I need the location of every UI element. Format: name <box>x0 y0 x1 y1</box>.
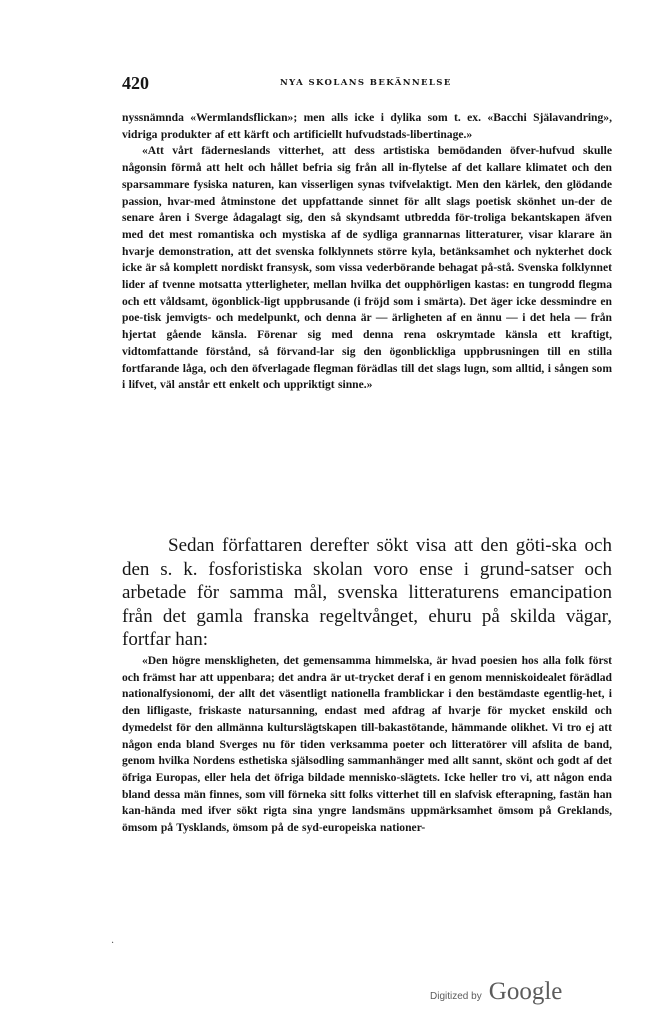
quote-paragraph: «Den högre menskligheten, det gemensamma himmelska, är hvad poesien hos alla folk först och främst har att uppenbara; det andra är ut-trycket deraf i en genom menniskoidealet förädlad nationalfysionomi, der allt det väsentligt nationella framblickar i den bestämdaste egentlig-het, i den lifligaste, friskaste natursanning, endast med afdrag af hvarje för mycket enskild och dymedelst för den allmänna kulturslägtskapen till-bakastötande, hämmande olikhet. Vi tro ej att någon enda bland Sverges nu för tiden verksamma poeter och litteratörer vill afslita de band, genom hvilka Nordens esthetiska själsodling sammanhänger med allt sannt, skönt och godt af det öfriga Europas, eller hela det öfriga bildade mennisko-slägtets. Icke heller tro vi, att någon enda bland dessa män finnes, som vill förneka sitt folks vitterhet till en slafvisk efterapning, fastän han kan-hända med ifver sökt rigta sina yngre landsmäns uppmärksamhet ömsom på Greklands, ömsom på Tysklands, ömsom på de syd-europeiska nationer- <box>122 654 612 835</box>
page-header <box>122 72 612 94</box>
body-text <box>122 534 612 652</box>
page-number: 420 <box>122 73 149 93</box>
google-watermark <box>430 978 562 1008</box>
quotation-block-2 <box>122 653 612 837</box>
google-logo: Google <box>488 978 563 1005</box>
scan-mark: · <box>111 938 115 949</box>
watermark-prefix: Digitized by <box>430 991 482 1002</box>
quote-paragraph: «Att vårt fäderneslands vitterhet, att dess artistiska bemödanden öfver-hufvud skulle någonsin förmå att helt och hållet befria sig från all in-flytelse af det kallare klimatet och den sparsammare fysiska naturen, kan visserligen synas tvifvelaktigt. Men den kärlek, den glödande passion, hvar-med åtminstone det uppfattande sinnet för allt slags poetisk skönhet un-der de senare åren i Sverge ådagalagt sig, den så skyndsamt utbredda för-troliga bekantskapen äfven med det mest romantiska och mystiska af de sydliga grannarnas litteraturer, visar klarare än hvarje demonstration, att det svenska folklynnets större kyla, betänksamhet och nykterhet dock icke är så komplett nordiskt fransysk, som vissa vederbörande behagat på-stå. Svenska folklynnet lider af tvenne motsatta ytterligheter, mellan hvilka det oupphörligen kastas: en tungrodd flegma och ett våldsamt, ögonblick-ligt uppbrusande (i fröjd som i smärta). Det äger icke dessmindre en poe-tisk jemvigts- och medelpunkt, och denna är — ärligheten af en ännu — i det hela — från hjertat gående känsla. Förenar sig med denna rena oskrymtade känsla ett kraftigt, vidtomfattande förstånd, så förvand-lar sig den ögonblickliga uppbrusningen till en stilla fortfarande låga, och den öfverlagade flegman förädlas till det slags lugn, som alltid, i sången som i lifvet, väl anstår ett enkelt och uppriktigt sinne.» <box>122 144 612 392</box>
body-paragraph: Sedan författaren derefter sökt visa att den göti-ska och den s. k. fosforistiska skolan voro ense i grund-satser och arbetade för samma mål, svenska litteraturens emancipation från det gamla franska regeltvånget, ehuru på skilda vägar, fortfar han: <box>122 535 612 651</box>
quote-paragraph: nyssnämnda «Wermlandsflickan»; men alls icke i dylika som t. ex. «Bacchi Själavandring», vidriga produkter af ett kärft och artificiellt hufvudstads-libertinage.» <box>122 111 612 141</box>
running-head: NYA SKOLANS BEKÄNNELSE <box>280 78 452 88</box>
quotation-block-1 <box>122 110 612 394</box>
